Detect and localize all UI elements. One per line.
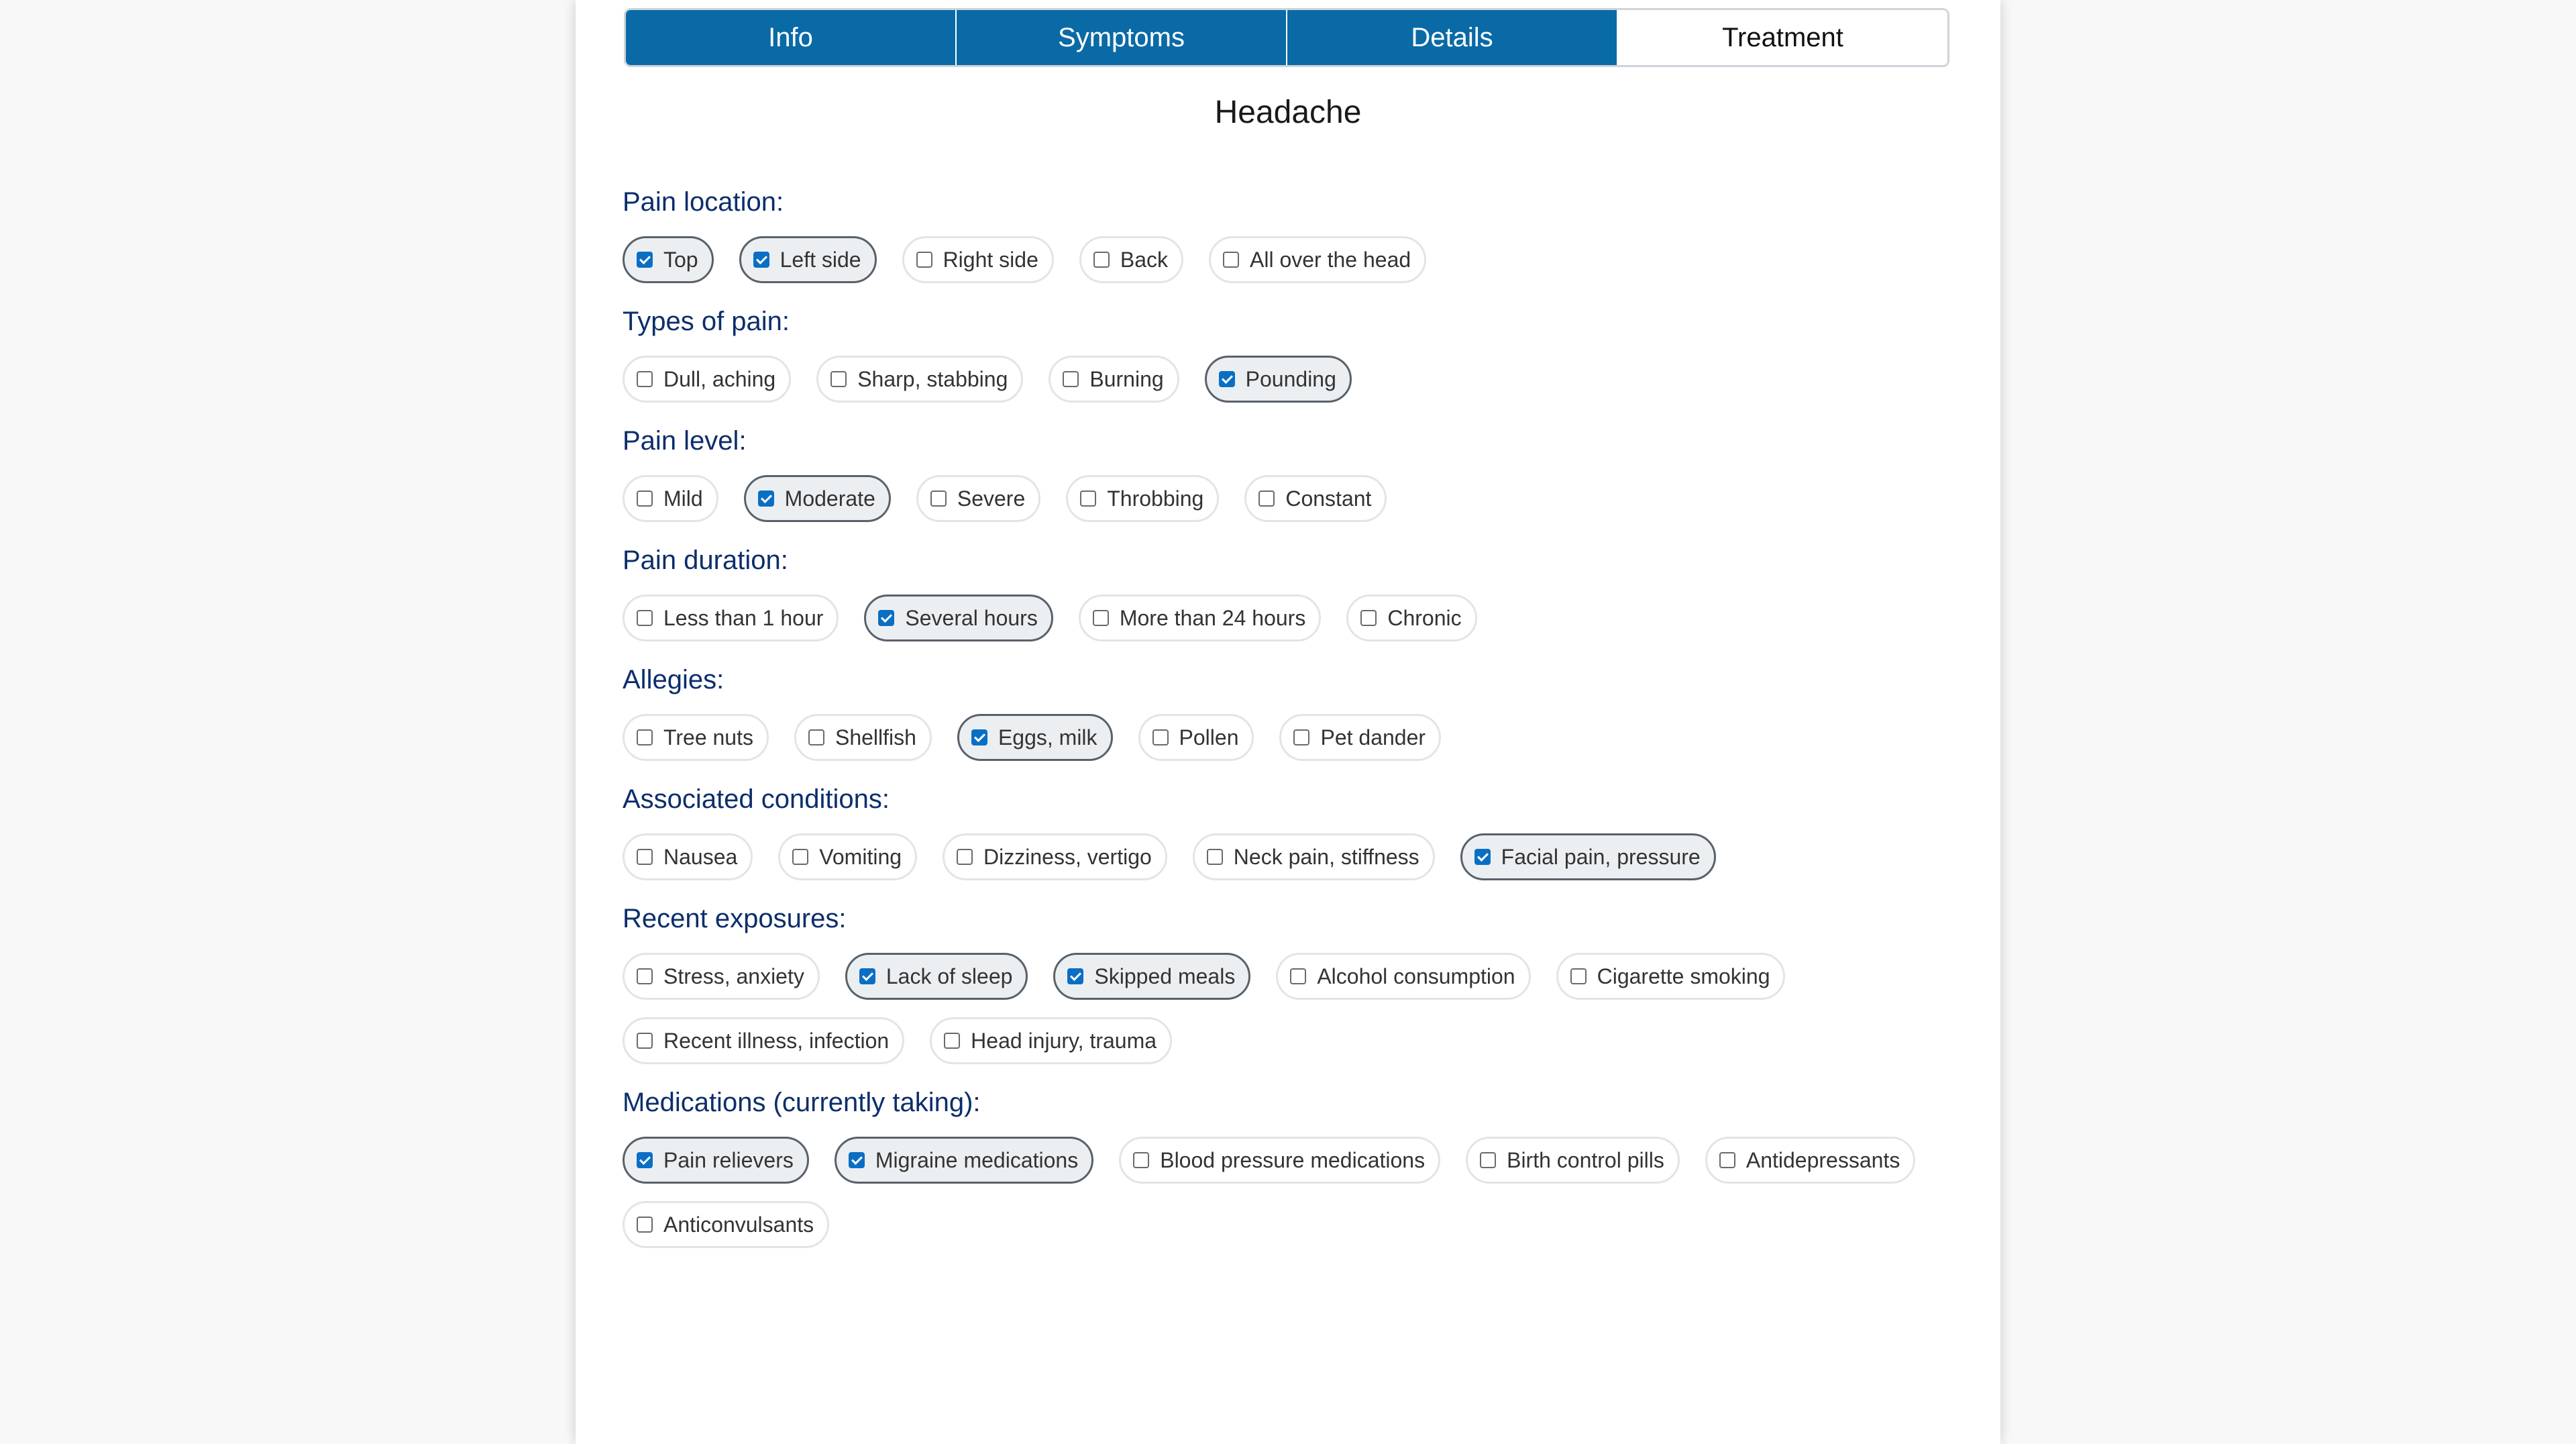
option-label: Eggs, milk	[998, 725, 1097, 750]
checkbox[interactable]	[859, 968, 875, 984]
option-chip[interactable]	[1279, 714, 1441, 761]
option-group	[623, 714, 1957, 761]
option-group	[623, 953, 1957, 1064]
option-chip[interactable]	[1066, 475, 1219, 522]
checkbox[interactable]	[930, 491, 947, 507]
section	[623, 301, 1957, 403]
checkbox[interactable]	[637, 849, 653, 865]
symptom-sections	[623, 181, 1957, 1266]
option-label: Pain relievers	[663, 1147, 794, 1172]
option-chip[interactable]	[1346, 595, 1477, 641]
option-chip[interactable]	[623, 714, 769, 761]
checkbox[interactable]	[1093, 610, 1109, 626]
checkbox[interactable]	[1219, 371, 1235, 387]
option-chip[interactable]	[794, 714, 932, 761]
option-chip[interactable]	[1209, 236, 1426, 283]
option-label: Skipped meals	[1094, 964, 1236, 988]
option-group	[623, 833, 1957, 880]
option-label: Alcohol consumption	[1317, 964, 1515, 988]
option-chip[interactable]	[902, 236, 1054, 283]
checkbox[interactable]	[637, 729, 653, 745]
option-chip[interactable]	[1193, 833, 1435, 880]
option-label: Chronic	[1387, 605, 1462, 630]
section	[623, 181, 1957, 283]
option-label: Back	[1120, 247, 1168, 272]
option-chip[interactable]	[623, 953, 820, 1000]
option-chip[interactable]	[623, 1017, 904, 1064]
option-chip[interactable]	[1053, 953, 1250, 1000]
option-label: Birth control pills	[1507, 1147, 1664, 1172]
option-chip[interactable]	[1119, 1137, 1440, 1184]
option-chip[interactable]	[835, 1137, 1093, 1184]
option-chip[interactable]	[1079, 236, 1183, 283]
option-label: Migraine medications	[875, 1147, 1079, 1172]
option-group	[623, 595, 1957, 641]
option-chip[interactable]	[739, 236, 877, 283]
checkbox[interactable]	[1067, 968, 1083, 984]
option-chip[interactable]	[1049, 356, 1179, 403]
checkbox[interactable]	[1360, 610, 1377, 626]
checkbox[interactable]	[1063, 371, 1079, 387]
option-label: Lack of sleep	[885, 964, 1013, 988]
option-group	[623, 1137, 1957, 1248]
option-label: Sharp, stabbing	[857, 366, 1008, 391]
option-label: Head injury, trauma	[971, 1028, 1157, 1053]
option-group	[623, 356, 1957, 403]
checkbox[interactable]	[971, 729, 987, 745]
option-label: Dizziness, vertigo	[983, 844, 1152, 869]
option-label: All over the head	[1250, 247, 1411, 272]
checkbox[interactable]	[1223, 252, 1239, 268]
option-label: Less than 1 hour	[663, 605, 824, 630]
section-title: Pain level:	[623, 426, 747, 456]
option-label: Dull, aching	[663, 366, 776, 391]
tab-info[interactable]: Info	[626, 10, 957, 65]
section-title: Pain duration:	[623, 546, 788, 575]
option-chip[interactable]	[864, 595, 1053, 641]
option-label: Blood pressure medications	[1160, 1147, 1426, 1172]
page-title: Headache	[1214, 95, 1362, 130]
checkbox[interactable]	[849, 1152, 865, 1168]
option-chip[interactable]	[1205, 356, 1352, 403]
checkbox[interactable]	[878, 610, 894, 626]
checkbox[interactable]	[1480, 1152, 1496, 1168]
checkbox[interactable]	[1152, 729, 1169, 745]
checkbox[interactable]	[792, 849, 808, 865]
option-label: Burning	[1089, 366, 1164, 391]
section-title: Medications (currently taking):	[623, 1088, 981, 1117]
option-group	[623, 236, 1957, 283]
option-label: Several hours	[905, 605, 1038, 630]
checkbox[interactable]	[637, 252, 653, 268]
option-label: Pollen	[1179, 725, 1239, 750]
section-title: Types of pain:	[623, 307, 790, 336]
option-label: More than 24 hours	[1119, 605, 1306, 630]
option-label: Tree nuts	[663, 725, 753, 750]
section	[623, 420, 1957, 522]
checkbox[interactable]	[1570, 968, 1587, 984]
option-chip[interactable]	[623, 1137, 809, 1184]
option-label: Pet dander	[1320, 725, 1426, 750]
option-label: Facial pain, pressure	[1501, 844, 1701, 869]
option-label: Antidepressants	[1746, 1147, 1900, 1172]
section-title: Recent exposures:	[623, 904, 847, 933]
option-group	[623, 475, 1957, 522]
checkbox[interactable]	[808, 729, 824, 745]
checkbox[interactable]	[1293, 729, 1309, 745]
section	[623, 1082, 1957, 1248]
option-label: Mild	[663, 486, 703, 511]
option-chip[interactable]	[1079, 595, 1322, 641]
option-label: Pounding	[1245, 366, 1336, 391]
option-label: Vomiting	[819, 844, 902, 869]
checkbox[interactable]	[758, 491, 774, 507]
option-label: Throbbing	[1107, 486, 1204, 511]
option-chip[interactable]	[1138, 714, 1254, 761]
option-chip[interactable]	[1466, 1137, 1680, 1184]
tab-treatment[interactable]: Treatment	[1618, 10, 1947, 65]
form-panel	[576, 0, 2000, 1444]
option-chip[interactable]	[623, 236, 714, 283]
option-label: Moderate	[784, 486, 875, 511]
checkbox[interactable]	[1080, 491, 1096, 507]
option-label: Nausea	[663, 844, 738, 869]
option-chip[interactable]	[623, 1201, 829, 1248]
section	[623, 778, 1957, 880]
option-label: Shellfish	[835, 725, 916, 750]
checkbox[interactable]	[637, 610, 653, 626]
option-label: Neck pain, stiffness	[1233, 844, 1419, 869]
checkbox[interactable]	[1133, 1152, 1149, 1168]
option-label: Right side	[943, 247, 1038, 272]
section	[623, 659, 1957, 761]
option-label: Stress, anxiety	[663, 964, 804, 988]
checkbox[interactable]	[637, 1152, 653, 1168]
option-chip[interactable]	[943, 833, 1167, 880]
option-chip[interactable]	[778, 833, 917, 880]
option-chip[interactable]	[845, 953, 1028, 1000]
section-title: Allegies:	[623, 665, 724, 694]
option-label: Top	[663, 247, 698, 272]
option-label: Severe	[957, 486, 1026, 511]
checkbox[interactable]	[944, 1033, 960, 1049]
option-chip[interactable]	[916, 475, 1040, 522]
option-chip[interactable]	[1705, 1137, 1915, 1184]
option-label: Left side	[780, 247, 861, 272]
checkbox[interactable]	[1258, 491, 1275, 507]
option-chip[interactable]	[1556, 953, 1786, 1000]
option-chip[interactable]	[816, 356, 1023, 403]
section-title: Associated conditions:	[623, 784, 890, 814]
option-chip[interactable]	[623, 475, 718, 522]
checkbox[interactable]	[753, 252, 769, 268]
option-label: Cigarette smoking	[1597, 964, 1770, 988]
section	[623, 898, 1957, 1064]
option-chip[interactable]	[623, 356, 791, 403]
tab-symptoms[interactable]: Symptoms	[957, 10, 1287, 65]
option-chip[interactable]	[623, 833, 753, 880]
option-chip[interactable]	[744, 475, 891, 522]
option-chip[interactable]	[957, 714, 1113, 761]
checkbox[interactable]	[1207, 849, 1223, 865]
checkbox[interactable]	[1719, 1152, 1735, 1168]
checkbox[interactable]	[637, 968, 653, 984]
option-chip[interactable]	[930, 1017, 1172, 1064]
checkbox[interactable]	[957, 849, 973, 865]
option-chip[interactable]	[623, 595, 839, 641]
checkbox[interactable]	[637, 491, 653, 507]
checkbox[interactable]	[1474, 849, 1491, 865]
option-label: Recent illness, infection	[663, 1028, 890, 1053]
option-chip[interactable]	[1276, 953, 1530, 1000]
checkbox[interactable]	[916, 252, 932, 268]
checkbox[interactable]	[830, 371, 847, 387]
checkbox[interactable]	[1093, 252, 1110, 268]
checkbox[interactable]	[637, 1217, 653, 1233]
checkbox[interactable]	[1290, 968, 1306, 984]
option-chip[interactable]	[1460, 833, 1716, 880]
tab-details[interactable]: Details	[1287, 10, 1618, 65]
section	[623, 539, 1957, 641]
section-title: Pain location:	[623, 187, 784, 217]
tab-bar	[624, 8, 1949, 67]
option-label: Constant	[1285, 486, 1372, 511]
checkbox[interactable]	[637, 371, 653, 387]
option-chip[interactable]	[1244, 475, 1387, 522]
option-label: Anticonvulsants	[663, 1212, 814, 1237]
checkbox[interactable]	[637, 1033, 653, 1049]
